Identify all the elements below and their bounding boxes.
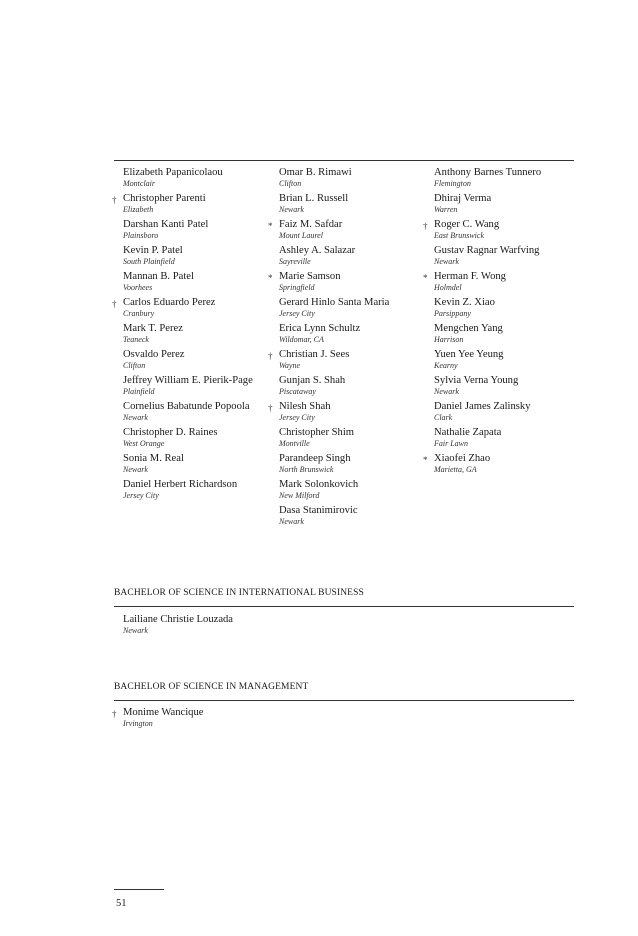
graduate-town: Parsippany bbox=[434, 309, 471, 318]
honors-mark: * bbox=[423, 455, 428, 465]
graduate-town: Jersey City bbox=[279, 309, 315, 318]
graduate-entry bbox=[425, 166, 574, 192]
graduate-entry bbox=[114, 374, 270, 400]
graduate-entry bbox=[114, 322, 270, 348]
graduate-town: Wildomar, CA bbox=[279, 335, 324, 344]
graduate-entry bbox=[270, 218, 425, 244]
page-number: 51 bbox=[116, 898, 127, 909]
graduate-entry bbox=[270, 400, 425, 426]
graduate-town: Jersey City bbox=[279, 413, 315, 422]
graduate-town: West Orange bbox=[123, 439, 165, 448]
graduate-name: Erica Lynn Schultz bbox=[279, 323, 361, 334]
graduate-town: Plainfield bbox=[123, 387, 155, 396]
graduate-town: Jersey City bbox=[123, 491, 159, 500]
section-heading-management: BACHELOR OF SCIENCE IN MANAGEMENT bbox=[114, 682, 309, 692]
graduate-town: Newark bbox=[123, 413, 148, 422]
graduate-entry bbox=[270, 296, 425, 322]
graduate-town: Marietta, GA bbox=[434, 465, 477, 474]
graduate-name: Elizabeth Papanicolaou bbox=[123, 167, 223, 178]
honors-mark: † bbox=[268, 403, 273, 413]
graduate-columns bbox=[114, 166, 574, 530]
graduate-town: Elizabeth bbox=[123, 205, 154, 214]
graduate-entry bbox=[425, 400, 574, 426]
graduate-entry bbox=[114, 166, 270, 192]
graduate-town: Piscataway bbox=[279, 387, 316, 396]
graduate-name: Mark Solonkovich bbox=[279, 479, 359, 490]
honors-mark: * bbox=[423, 273, 428, 283]
graduate-name: Gunjan S. Shah bbox=[279, 375, 346, 386]
graduate-entry bbox=[425, 322, 574, 348]
graduate-town: Clifton bbox=[279, 179, 302, 188]
graduate-town: Newark bbox=[434, 257, 459, 266]
graduate-name: Brian L. Russell bbox=[279, 193, 349, 204]
graduate-name: Xiaofei Zhao bbox=[434, 453, 491, 464]
honors-mark: † bbox=[423, 221, 428, 231]
graduate-name: Christopher Shim bbox=[279, 427, 355, 438]
graduate-name: Daniel Herbert Richardson bbox=[123, 479, 238, 490]
graduate-name: Gustav Ragnar Warfving bbox=[434, 245, 540, 256]
graduate-town: Teaneck bbox=[123, 335, 149, 344]
graduate-town: Newark bbox=[434, 387, 459, 396]
graduate-name: Sylvia Verna Young bbox=[434, 375, 519, 386]
graduate-town: Newark bbox=[123, 626, 148, 635]
graduate-name: Christopher Parenti bbox=[123, 193, 206, 204]
graduate-name: Anthony Barnes Tunnero bbox=[434, 167, 542, 178]
column-1 bbox=[114, 166, 270, 530]
section-heading-international-business: BACHELOR OF SCIENCE IN INTERNATIONAL BUSINESS bbox=[114, 588, 364, 598]
graduate-town: East Brunswick bbox=[434, 231, 484, 240]
graduate-name: Mannan B. Patel bbox=[123, 271, 194, 282]
honors-mark: † bbox=[112, 709, 117, 719]
graduate-name: Parandeep Singh bbox=[279, 453, 351, 464]
graduate-town: New Milford bbox=[279, 491, 320, 500]
graduate-town: Springfield bbox=[279, 283, 315, 292]
graduate-name: Christian J. Sees bbox=[279, 349, 350, 360]
graduate-name: Monime Wancique bbox=[123, 707, 204, 718]
honors-mark: † bbox=[268, 351, 273, 361]
graduate-name: Jeffrey William E. Pierik-Page bbox=[123, 375, 253, 386]
graduate-town: Newark bbox=[279, 517, 304, 526]
graduate-entry bbox=[114, 426, 270, 452]
graduate-town: North Brunswick bbox=[279, 465, 334, 474]
graduate-town: Sayreville bbox=[279, 257, 311, 266]
graduate-town: Montville bbox=[279, 439, 310, 448]
graduate-town: Plainsboro bbox=[123, 231, 159, 240]
graduate-entry bbox=[114, 296, 270, 322]
graduate-town: Mount Laurel bbox=[279, 231, 323, 240]
graduate-name: Sonia M. Real bbox=[123, 453, 184, 464]
graduate-name: Osvaldo Perez bbox=[123, 349, 185, 360]
graduate-name: Roger C. Wang bbox=[434, 219, 500, 230]
graduate-town: Kearny bbox=[434, 361, 458, 370]
graduate-town: Warren bbox=[434, 205, 458, 214]
graduate-name: Gerard Hinlo Santa Maria bbox=[279, 297, 390, 308]
graduate-entry bbox=[114, 613, 414, 639]
graduate-entry bbox=[270, 244, 425, 270]
graduate-name: Daniel James Zalinsky bbox=[434, 401, 531, 412]
graduate-entry bbox=[114, 192, 270, 218]
graduate-name: Yuen Yee Yeung bbox=[434, 349, 504, 360]
section-list-international-business bbox=[114, 613, 414, 639]
graduate-entry bbox=[425, 374, 574, 400]
graduate-town: Flemington bbox=[434, 179, 471, 188]
graduate-name: Dhiraj Verma bbox=[434, 193, 492, 204]
graduate-town: Harrison bbox=[434, 335, 464, 344]
graduate-entry bbox=[425, 426, 574, 452]
graduate-entry bbox=[270, 478, 425, 504]
graduate-name: Kevin P. Patel bbox=[123, 245, 183, 256]
graduate-name: Nathalie Zapata bbox=[434, 427, 502, 438]
graduate-entry bbox=[114, 244, 270, 270]
graduate-name: Mengchen Yang bbox=[434, 323, 503, 334]
graduate-name: Christopher D. Raines bbox=[123, 427, 218, 438]
graduate-entry bbox=[425, 452, 574, 478]
graduate-entry bbox=[114, 400, 270, 426]
graduate-entry bbox=[270, 192, 425, 218]
graduate-town: Wayne bbox=[279, 361, 301, 370]
column-3 bbox=[425, 166, 574, 530]
graduate-town: Fair Lawn bbox=[434, 439, 469, 448]
graduate-entry bbox=[270, 504, 425, 530]
graduate-entry bbox=[114, 218, 270, 244]
graduate-town: Irvington bbox=[123, 719, 153, 728]
graduate-town: Clifton bbox=[123, 361, 146, 370]
graduate-name: Omar B. Rimawi bbox=[279, 167, 352, 178]
graduate-name: Cornelius Babatunde Popoola bbox=[123, 401, 250, 412]
section-rule-management bbox=[114, 700, 574, 701]
section-rule-international-business bbox=[114, 606, 574, 607]
honors-mark: * bbox=[268, 273, 273, 283]
graduate-entry bbox=[114, 348, 270, 374]
graduate-entry bbox=[425, 192, 574, 218]
graduate-town: Cranbury bbox=[123, 309, 155, 318]
graduate-name: Herman F. Wong bbox=[434, 271, 506, 282]
graduate-entry bbox=[425, 296, 574, 322]
graduate-entry bbox=[114, 706, 414, 732]
graduate-entry bbox=[114, 270, 270, 296]
graduate-entry bbox=[270, 322, 425, 348]
graduate-entry bbox=[425, 348, 574, 374]
section-list-management bbox=[114, 706, 414, 732]
graduate-entry bbox=[425, 270, 574, 296]
graduate-name: Mark T. Perez bbox=[123, 323, 183, 334]
graduate-town: South Plainfield bbox=[123, 257, 175, 266]
graduate-name: Kevin Z. Xiao bbox=[434, 297, 495, 308]
graduate-town: Clark bbox=[434, 413, 453, 422]
graduate-town: Voorhees bbox=[123, 283, 153, 292]
column-2 bbox=[270, 166, 425, 530]
graduate-entry bbox=[114, 452, 270, 478]
graduate-entry bbox=[270, 452, 425, 478]
graduate-entry bbox=[270, 426, 425, 452]
graduate-name: Marie Samson bbox=[279, 271, 341, 282]
graduate-name: Dasa Stanimirovic bbox=[279, 505, 358, 516]
graduate-name: Lailiane Christie Louzada bbox=[123, 614, 234, 625]
graduate-entry bbox=[425, 244, 574, 270]
graduate-name: Ashley A. Salazar bbox=[279, 245, 356, 256]
honors-mark: † bbox=[112, 195, 117, 205]
graduate-town: Newark bbox=[123, 465, 148, 474]
graduate-entry bbox=[270, 374, 425, 400]
honors-mark: * bbox=[268, 221, 273, 231]
top-rule bbox=[114, 160, 574, 161]
graduate-entry bbox=[114, 478, 270, 504]
graduate-name: Darshan Kanti Patel bbox=[123, 219, 209, 230]
graduate-town: Montclair bbox=[123, 179, 155, 188]
graduate-entry bbox=[270, 166, 425, 192]
graduate-name: Nilesh Shah bbox=[279, 401, 331, 412]
graduate-name: Carlos Eduardo Perez bbox=[123, 297, 216, 308]
graduate-name: Faiz M. Safdar bbox=[279, 219, 343, 230]
graduate-entry bbox=[270, 348, 425, 374]
honors-mark: † bbox=[112, 299, 117, 309]
graduate-entry bbox=[425, 218, 574, 244]
graduate-town: Holmdel bbox=[434, 283, 462, 292]
graduate-town: Newark bbox=[279, 205, 304, 214]
footer-rule bbox=[114, 889, 164, 890]
graduate-entry bbox=[270, 270, 425, 296]
